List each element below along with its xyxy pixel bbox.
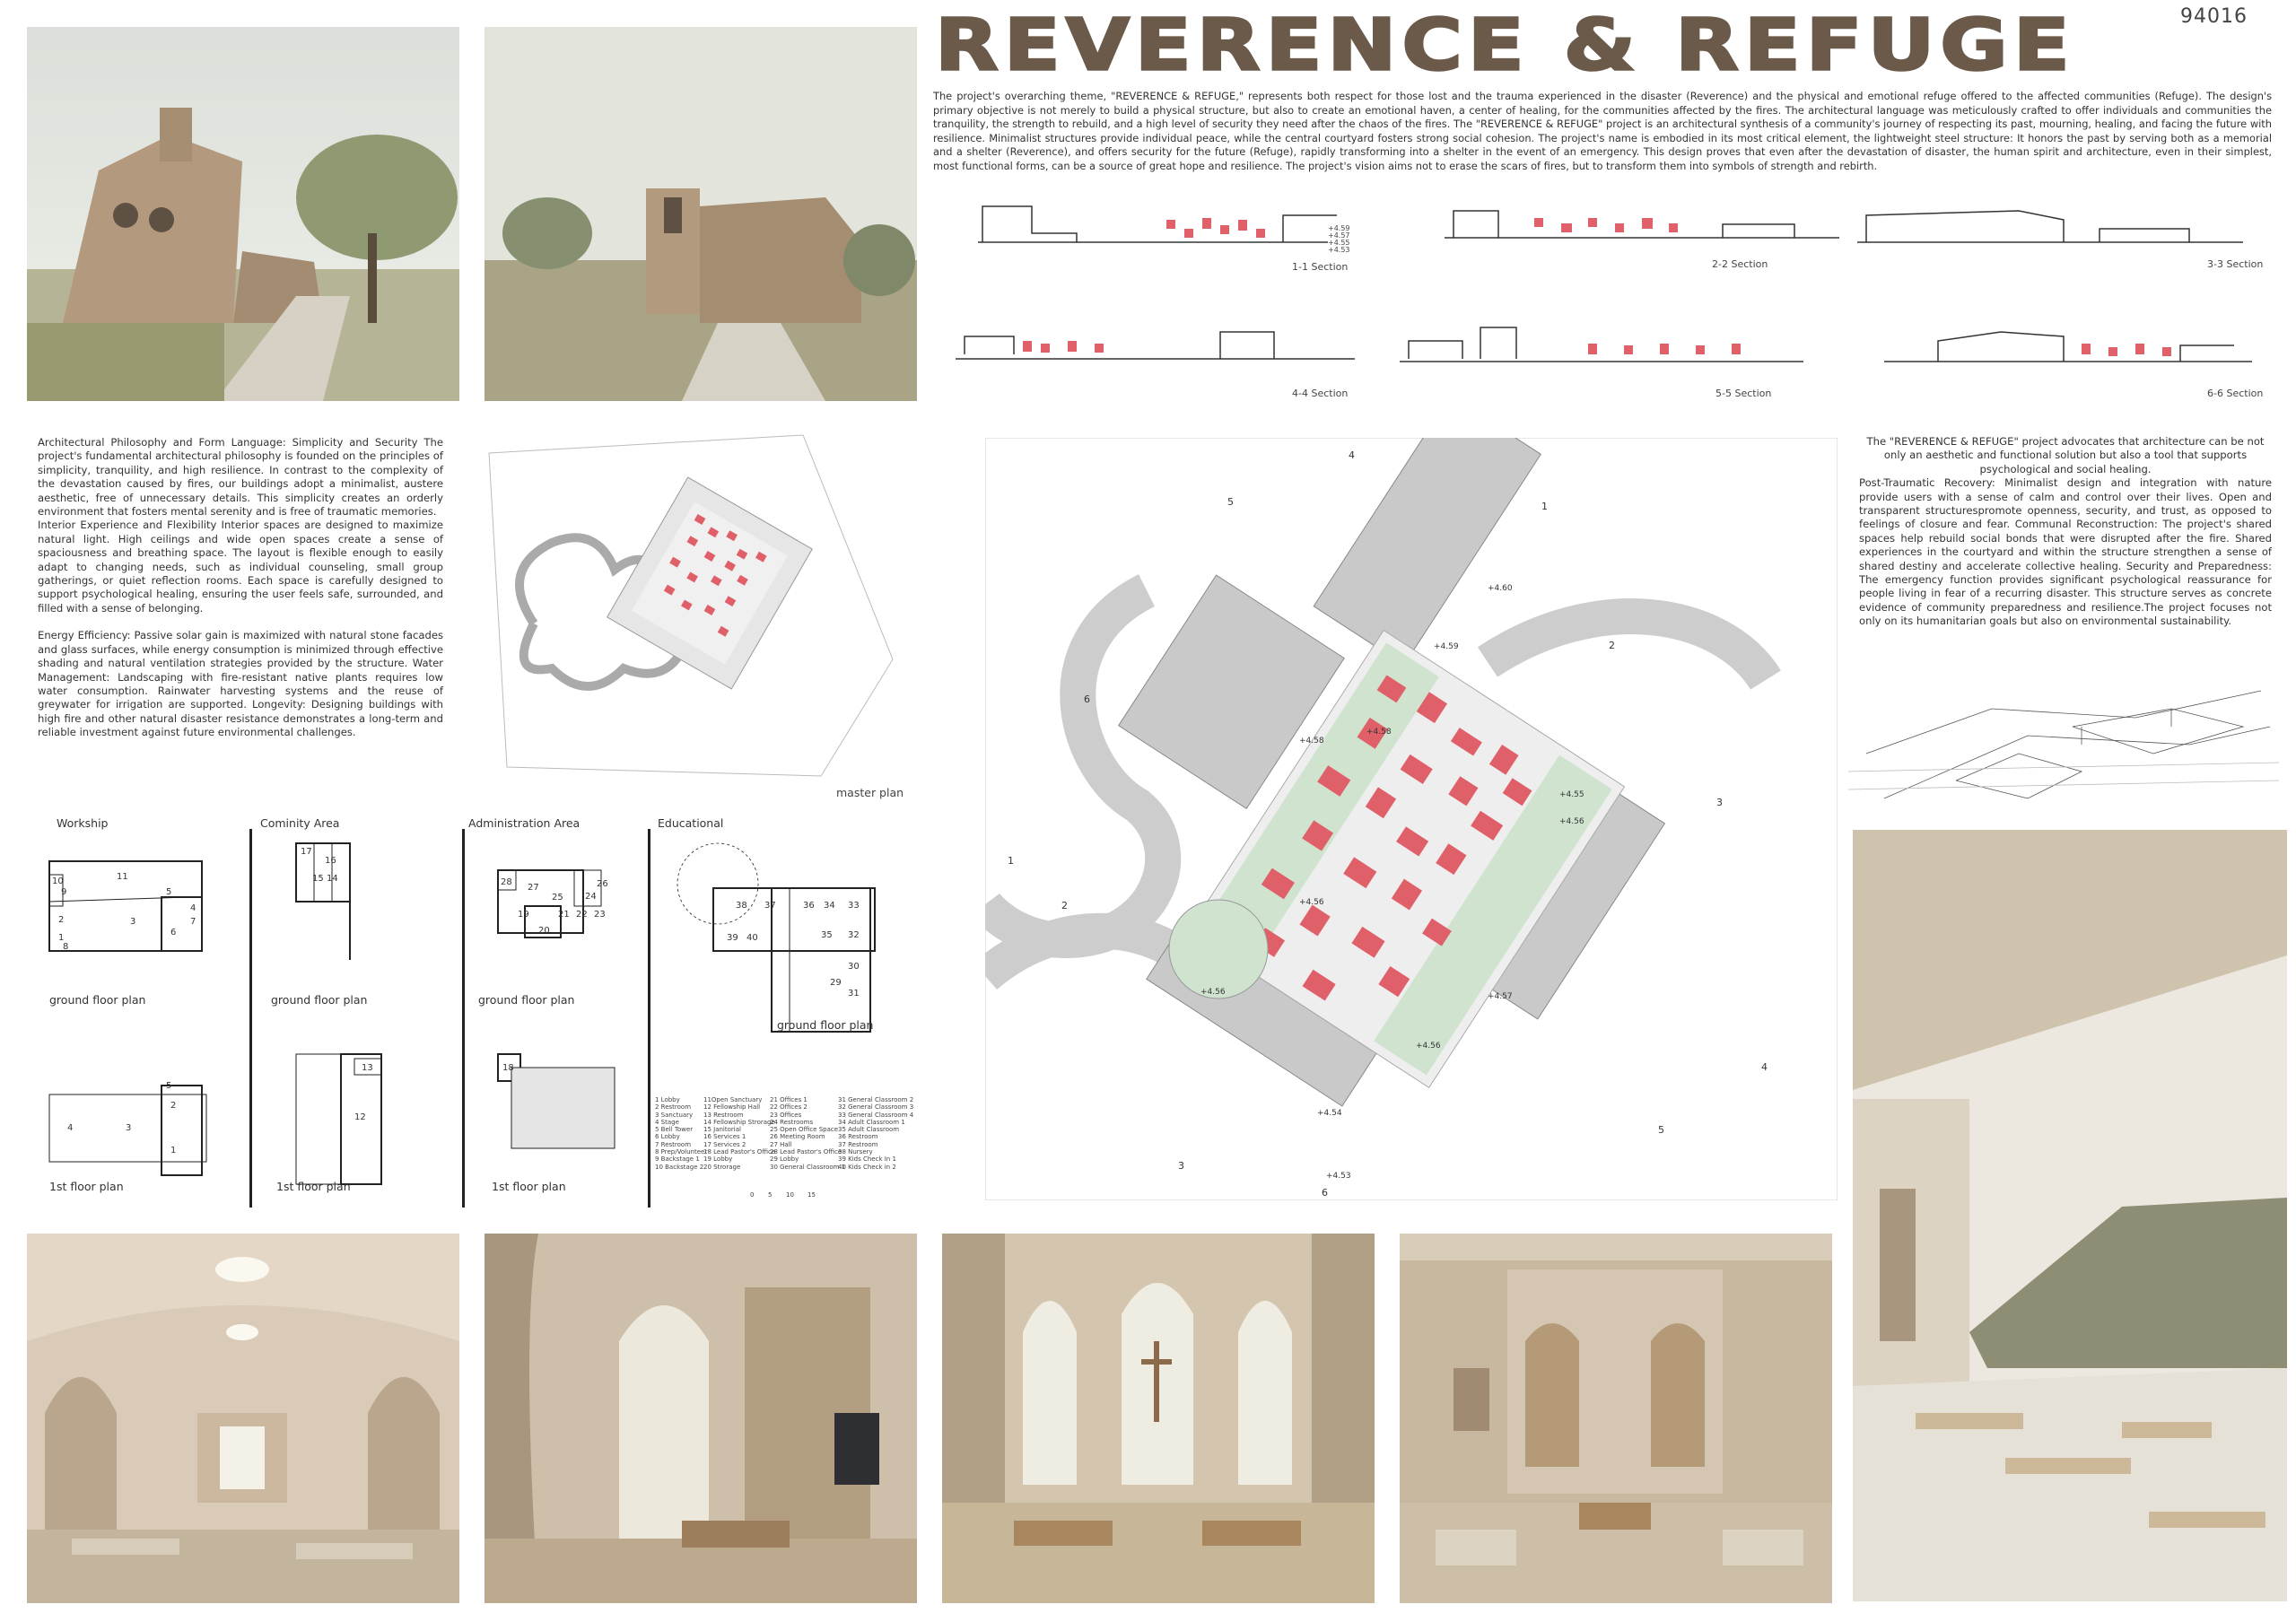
legend-item: 12 Fellowship Hall [703,1103,761,1112]
room-number: 34 [824,901,835,911]
section-label-1: 1-1 Section [1292,261,1349,273]
section-marker-7: 2 [1061,900,1068,911]
legend-item: 29 Lobby [770,1155,799,1164]
section-level-3: +4.55 [1328,239,1350,247]
axonometric-sketch [1848,673,2279,816]
legend-item: 26 Meeting Room [770,1133,825,1141]
room-number: 29 [830,978,842,988]
legend-item: 16 Services 1 [703,1133,746,1141]
legend-item: 10 Backstage 2 [655,1163,704,1171]
legend-item: 7 Restroom [655,1140,692,1148]
room-number: 31 [848,989,860,998]
exterior-render-2 [485,27,917,401]
admin-first-plan [498,1054,615,1148]
interior-render-classroom [942,1234,1375,1603]
legend-item: 4 Stage [655,1118,679,1126]
legend-item: 32 General Classroom 3 [838,1103,914,1112]
project-number: 94016 [2180,5,2248,28]
room-number: 19 [518,910,529,920]
room-number: 30 [848,962,860,972]
legend-item: 5 Bell Tower [655,1126,694,1134]
legend-column-3 [770,1096,845,1171]
site-level-5: +4.56 [1559,817,1585,826]
scale-bar-10: 10 [786,1191,794,1199]
site-level-10: +4.54 [1317,1109,1342,1118]
room-number: 15 [312,874,324,884]
community-first-plan [296,1054,381,1184]
section-label-2: 2-2 Section [1712,258,1768,270]
room-number: 7 [190,917,196,927]
plan-heading-administration: Administration Area [468,816,581,830]
terrace-render [1853,830,2287,1601]
section-marker-6: 1 [1008,855,1014,867]
community-first-label: 1st floor plan [276,1180,351,1193]
section-label-6: 6-6 Section [2207,388,2264,399]
plan-heading-educational: Educational [658,816,724,830]
exterior-render-1 [27,27,459,401]
room-number: 14 [327,874,338,884]
section-marker-2: 1 [1541,501,1548,512]
room-number: 5 [166,887,172,897]
legend-item: 9 Backstage 1 [655,1155,700,1164]
admin-ground-label: ground floor plan [478,993,575,1007]
legend-item: 15 Janitorial [703,1126,741,1134]
intro-paragraph: The project's overarching theme, "REVERENCE & REFUGE," represents both respect for those lost and the trauma experienced in the disaster (Reverence) and the physical and emotional refuge offered to the affected communities (Refuge). The design's primary objective is not merely to build a physical structure, but also to create an emotional haven, a center of healing, for the communities affected by the fires. The architectural language was meticulously crafted to offer individuals and communities the tranquility, the strength to rebuild, and a high level of security they need after the chaos of the fires. The "REVERENCE & REFUGE" project is an architectural synthesis of a community's journey of respecting its past, mourning, healing, and facing the future with resilience. Minimalist structures provide individual peace, while the central courtyard fosters strong social cohesion. The project's name is embodied in its most critical element, the lightweight steel structure: It honors the past by serving both as a memorial and a shelter (Reverence), and offers security for the future (Refuge), rapidly transforming into a shelter in the event of an emergency. This design proves that even after the devastation of disaster, the human spirit and architecture, even in their simplest, most functional forms, can be a source of great hope and resilience. The project's vision aims not to erase the scars of fires, but to transform them into symbols of strength and rebirth. [933,90,2272,172]
site-level-4: +4.58 [1366,728,1392,737]
site-level-8: +4.56 [1200,988,1226,997]
legend-column-1 [655,1096,707,1171]
section-6-6 [1884,332,2252,362]
section-1-1 [978,206,1337,242]
room-number: 18 [502,1063,514,1073]
philosophy-paragraph-3: Energy Efficiency: Passive solar gain is maximized with natural stone facades and glass surfaces, while energy consumption is minimized through effective shading and natural ventilation strategies provided by the structure. Water Management: Landscaping with fire-resistant native plants requires low water consumption. Rainwater harvesting systems and the reuse of greywater for irrigation are supported. Longevity: Designing buildings with high fire and other natural disaster resistance demonstrates a long-term and reliable investment against future environmental challenges. [38,629,443,739]
section-marker-12: 4 [1349,449,1355,461]
section-label-4: 4-4 Section [1292,388,1349,399]
community-ground-label: ground floor plan [271,993,368,1007]
legend-item: 2 Restroom [655,1103,692,1112]
scale-bar [750,1191,822,1204]
room-number: 1 [58,933,65,943]
room-legend [655,1096,914,1177]
interior-render-sanctuary [27,1234,459,1603]
master-plan-label: master plan [836,786,904,799]
section-marker-11: 6 [1322,1187,1328,1199]
room-number: 23 [594,910,606,920]
section-marker-5: 3 [1716,797,1723,808]
main-title: REVERENCE & REFUGE [935,4,2075,87]
legend-item: 23 Offices [770,1111,802,1119]
interior-render-office [485,1234,917,1603]
section-3-3 [1857,211,2243,242]
workship-ground-label: ground floor plan [49,993,146,1007]
section-marker-1: 5 [1227,496,1234,508]
legend-item: 30 General Classroom 1 [770,1163,846,1171]
room-number: 40 [746,933,758,943]
section-level-1: +4.59 [1328,224,1350,232]
legend-item: 13 Restroom [703,1111,744,1119]
room-number: 37 [764,901,776,911]
advocacy-text [1859,435,2272,642]
site-level-12: +4.55 [1559,790,1585,799]
room-number: 26 [597,879,608,889]
legend-item: 11Open Sanctuary [703,1096,763,1103]
legend-item: 3 Sanctuary [655,1111,694,1119]
room-number: 39 [727,933,738,943]
edu-ground-label: ground floor plan [777,1018,874,1032]
legend-item: 19 Lobby [703,1155,733,1164]
room-number: 11 [117,872,128,882]
site-plan-drawing [985,438,1838,1200]
room-number: 9 [61,887,67,897]
legend-item: 27 Hall [770,1140,792,1148]
section-level-4: +4.53 [1328,246,1350,254]
advocacy-paragraph-1: The "REVERENCE & REFUGE" project advocates that architecture can be not only an aesthetic and functional solution but also a tool that supports psychological and social healing. [1866,435,2265,475]
philosophy-paragraph-2: Interior Experience and Flexibility Interior spaces are designed to maximize natural light. High ceilings and wide open spaces create a sense of spaciousness and breathing space. The layout is flexible enough to easily adapt to changing needs, such as individual counseling, small group gatherings, or quiet reflection rooms. Each space is carefully designed to support psychological healing, ensuring the user feels safe, surrounded, and filled with a sense of belonging. [38,519,443,615]
legend-item: 35 Adult Classroom [838,1126,900,1134]
legend-item: 18 Lead Pastor's Office [703,1148,776,1156]
room-number: 13 [362,1063,373,1073]
site-level-1: +4.60 [1488,584,1513,593]
room-number: 32 [848,930,860,940]
room-number: 4 [67,1123,74,1133]
legend-item: 37 Restroom [838,1140,878,1148]
room-number: 27 [528,883,539,893]
site-level-6: +4.56 [1299,898,1324,907]
legend-item: 21 Offices 1 [770,1096,808,1103]
philosophy-text [38,436,443,754]
room-number: 21 [558,910,570,920]
plan-heading-community: Cominity Area [260,816,340,830]
section-marker-3: 2 [1609,640,1615,651]
interior-render-library [1400,1234,1832,1603]
legend-item: 25 Open Office Space [770,1126,839,1134]
section-marker-10: 3 [1178,1160,1184,1172]
room-number: 3 [126,1123,132,1133]
legend-item: 17 Services 2 [703,1140,746,1148]
legend-column-2 [703,1096,775,1171]
section-drawings [942,202,2288,399]
room-number: 20 [538,926,550,936]
section-marker-8: 4 [1761,1061,1768,1073]
master-plan-drawing [480,426,902,785]
legend-item: 40 Kids Check in 2 [838,1163,896,1171]
room-number: 24 [585,892,597,902]
admin-ground-plan [498,870,608,937]
room-number: 4 [190,903,196,913]
room-number: 36 [803,901,815,911]
room-number: 2 [170,1101,177,1111]
room-number: 3 [130,917,136,927]
site-level-9: +4.56 [1416,1042,1441,1051]
legend-item: 33 General Classroom 4 [838,1111,914,1119]
legend-item: 6 Lobby [655,1133,680,1141]
room-number: 8 [63,942,69,952]
room-number: 17 [301,847,312,857]
philosophy-paragraph-1: Architectural Philosophy and Form Language: Simplicity and Security The project's fundamental architectural philosophy is founded on the principles of simplicity, tranquility, and high resilience. In contrast to the complexity of the devastation caused by fires, our buildings adopt a minimalist, austere aesthetic, free of unnecessary details. This simplicity creates an orderly environment that fosters mental serenity and is free of traumatic memories. [38,436,443,519]
legend-item: 31 General Classroom 2 [838,1096,914,1103]
room-number: 1 [170,1146,177,1155]
workship-ground-plan [49,861,202,952]
section-marker-9: 5 [1658,1124,1664,1136]
advocacy-paragraph-2: Post-Traumatic Recovery: Minimalist design and integration with nature provide users with a sense of calm and control over their lives. Open and transparent structurespromote openness, security, and trust, as opposed to feelings of closure and fear. Communal Reconstruction: The project's shared spaces help rebuild social bonds that were disrupted after the fire. Shared experiences in the courtyard and within the structure strengthen a sense of shared destiny and accelerate collective healing. Security and Preparedness: The emergency function provides significant psychological reassurance for people living in fear of a recurring disaster. This structure serves as concrete evidence of community preparedness and resilience.The project focuses not only on its humanitarian goals but also on environmental sustainability. [1859,476,2272,628]
section-4-4 [956,332,1355,359]
legend-item: 34 Adult Classroom 1 [838,1118,905,1126]
room-number: 6 [170,928,177,937]
scale-bar-5: 5 [768,1191,773,1199]
section-marker-4: 6 [1084,693,1090,705]
community-ground-plan [296,843,350,960]
room-number: 35 [821,930,833,940]
room-number: 10 [52,876,64,886]
room-number: 2 [58,915,65,925]
legend-item: 20 Strorage [703,1163,741,1171]
room-number: 28 [501,877,512,887]
room-number: 16 [325,856,336,866]
legend-item: 36 Restroom [838,1133,878,1141]
legend-item: 39 Kids Check In 1 [838,1155,896,1164]
workship-first-label: 1st floor plan [49,1180,124,1193]
site-level-7: +4.57 [1488,992,1513,1001]
edu-ground-plan [677,843,875,1032]
section-level-2: +4.57 [1328,231,1350,240]
scale-bar-0: 0 [750,1191,755,1199]
room-number: 22 [576,910,588,920]
legend-column-4 [838,1096,913,1171]
room-number: 12 [354,1112,366,1122]
scale-bar-15: 15 [808,1191,816,1199]
section-label-5: 5-5 Section [1715,388,1772,399]
section-5-5 [1400,327,1803,362]
plan-heading-workship: Workship [57,816,109,830]
admin-first-label: 1st floor plan [492,1180,566,1193]
legend-item: 28 Lead Pastor's Office [770,1148,842,1156]
legend-item: 24 Restrooms [770,1118,814,1126]
legend-item: 1 Lobby [655,1096,680,1103]
section-label-3: 3-3 Section [2207,258,2264,270]
workship-first-plan [49,1081,206,1175]
room-number: 25 [552,893,563,903]
legend-item: 14 Fellowship Strorage [703,1118,775,1126]
site-level-11: +4.53 [1326,1172,1351,1181]
legend-item: 22 Offices 2 [770,1103,808,1112]
room-number: 38 [736,901,747,911]
site-level-3: +4.58 [1299,737,1324,746]
site-level-2: +4.59 [1434,642,1459,651]
legend-item: 8 Prep/Volunteer [655,1148,708,1156]
legend-item: 38 Nursery [838,1148,873,1156]
room-number: 33 [848,901,860,911]
room-number: 5 [166,1081,172,1091]
